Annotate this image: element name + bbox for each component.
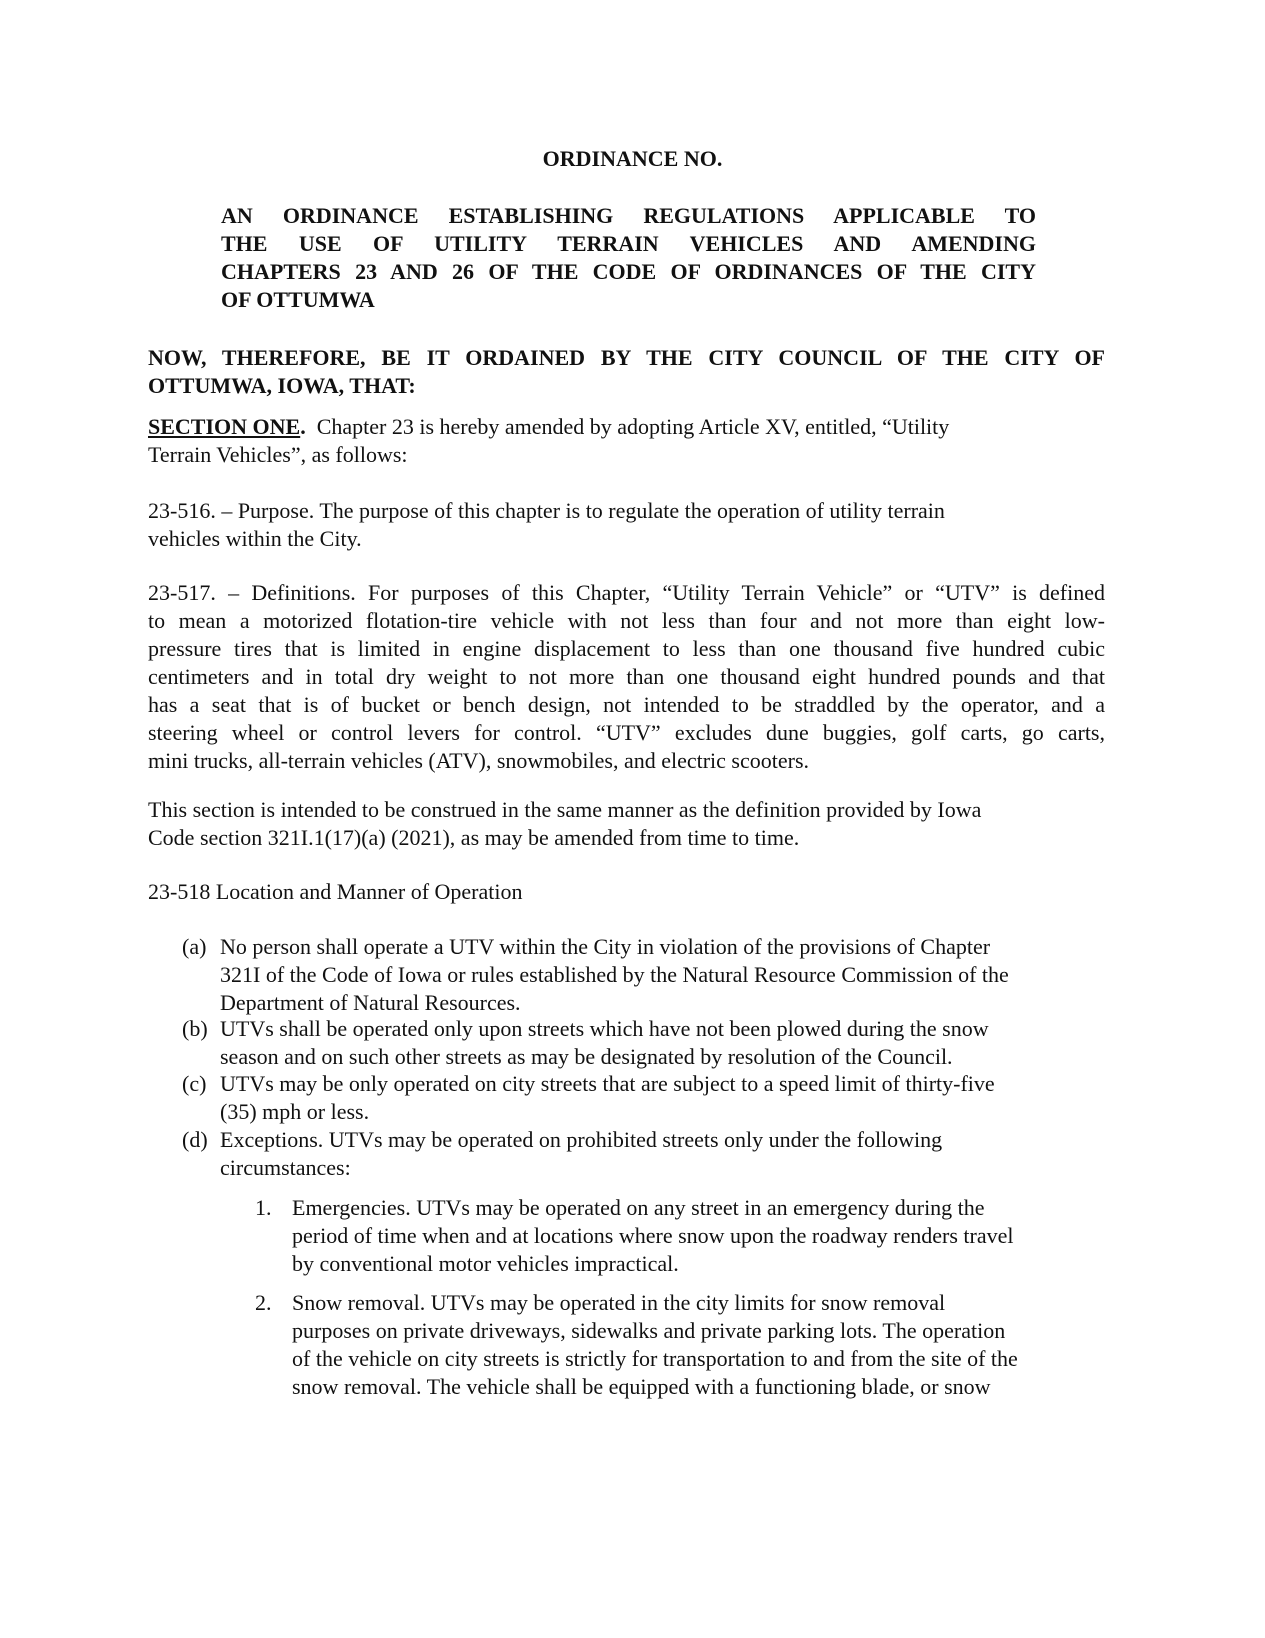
subtitle-line: CHAPTERS 23 AND 26 OF THE CODE OF ORDINANCES OF THE CITY xyxy=(221,259,1036,284)
definitions-line: centimeters and in total dry weight to not more than one thousand eight hundred pounds and that xyxy=(148,664,1105,689)
definitions-paragraph xyxy=(148,579,1105,775)
ordinance-title: ORDINANCE NO. xyxy=(542,146,723,171)
construed-paragraph xyxy=(148,796,1105,852)
definitions-line: pressure tires that is limited in engine displacement to less than one thousand five hundred cubic xyxy=(148,636,1105,661)
construed-line: This section is intended to be construed in the same manner as the definition provided by Iowa xyxy=(148,797,982,822)
enacting-line: OTTUMWA, IOWA, THAT: xyxy=(148,373,416,398)
definitions-line: steering wheel or control levers for control. “UTV” excludes dune buggies, golf carts, go carts, xyxy=(148,720,1105,745)
ordinance-subtitle xyxy=(221,202,1036,314)
list-marker: (a) xyxy=(182,934,207,959)
definitions-line: has a seat that is of bucket or bench design, not intended to be straddled by the operator, and a xyxy=(148,692,1105,717)
enacting-line: NOW, THEREFORE, BE IT ORDAINED BY THE CITY COUNCIL OF THE CITY OF xyxy=(148,345,1105,370)
document-page: ORDINANCE NO. AN ORDINANCE ESTABLISHING REGULATIONS APPLICABLE TO THE USE OF UTILITY TERRAIN VEHICLES AND AMENDING CHAPTERS 23 AND 26 OF THE CODE OF ORDINANCES OF THE CITY OF OTTUMWA NOW, THEREFORE, BE IT ORDAINED BY THE CITY COUNCIL OF THE CITY OF OTTUMWA, IOWA, THAT: SECTION ONE. Chapter 23 is hereby amended by adopting Article XV, entitled, “Utility Terrain Vehicles”, as follows: 23-516. – Purpose. The purpose of this chapter is to regulate the operation of utility terrain vehicles within the City. 23-517. – Definitions. For purposes of this Chapter, “Utility Terrain Vehicle” or “UTV” is defined to mean a motorized flotation-tire vehicle with not less than four and not more than eight low- pressure tires that is limited in engine displacement to less than one thousand five hundred cubic centimeters and in total dry weight to not more than one thousand eight hundred pounds and that has a seat that is of bucket or bench design, not intended to be straddled by the operator, and a steering wheel or control levers for control. “UTV” excludes dune buggies, golf carts, go carts, mini trucks, all-terrain vehicles (ATV), snowmobiles, and electric scooters. This section is intended to be construed in the same manner as the definition provided by Iowa Code section 321I.1(17)(a) (2021), as may be amended from time to time. 23-518 Location and Manner of Operation (a) No person shall operate a UTV within the City in violation of the provisions of Chapter 321I of the Code of Iowa or rules established by the Natural Resource Commission of the Department of Natural Resources. (b) UTVs shall be operated only upon streets which have not been plowed during the snow season and on such other streets as may be designated by resolution of the Council. (c) UTVs may be only operated on city streets that are subject to a speed limit of thirty-five (35) mph or less. (d) Exceptions. UTVs may be operated on prohibited streets only under the following circumstances: 1. Emergencies. UTVs may be operated on any street in an emergency during the period of time when and at locations where snow upon the roadway renders travel by conventional motor vehicles impractical. 2. Snow removal. UTVs may be operated in the city limits for snow removal purposes on private driveways, sidewalks and private parking lots. The operation of the vehicle on city streets is strictly for transportation to and from the site of the snow removal. The vehicle shall be equipped with a functioning blade, or snow xyxy=(0,0,1265,1638)
list-marker: (c) xyxy=(182,1071,207,1096)
definitions-line: mini trucks, all-terrain vehicles (ATV), snowmobiles, and electric scooters. xyxy=(148,748,810,773)
sublist-marker: 1. xyxy=(255,1195,272,1220)
section-one-period: . xyxy=(300,414,306,439)
location-heading: 23-518 Location and Manner of Operation xyxy=(148,879,523,904)
purpose-line: vehicles within the City. xyxy=(148,526,362,551)
section-one-line: Terrain Vehicles”, as follows: xyxy=(148,442,408,467)
section-one-label: SECTION ONE xyxy=(148,414,301,439)
subtitle-line: OF OTTUMWA xyxy=(221,287,375,312)
enacting-clause xyxy=(148,344,1105,400)
list-marker: (d) xyxy=(182,1127,208,1152)
list-marker: (b) xyxy=(182,1016,208,1041)
sublist-marker: 2. xyxy=(255,1290,272,1315)
construed-line: Code section 321I.1(17)(a) (2021), as may be amended from time to time. xyxy=(148,825,800,850)
section-one-text: Chapter 23 is hereby amended by adopting Article XV, entitled, “Utility xyxy=(305,414,950,439)
definitions-line: to mean a motorized flotation-tire vehicle with not less than four and not more than eight low- xyxy=(148,608,1105,633)
definitions-line: 23-517. – Definitions. For purposes of this Chapter, “Utility Terrain Vehicle” or “UTV” is defined xyxy=(148,580,1105,605)
purpose-paragraph xyxy=(148,497,1105,553)
subtitle-line: THE USE OF UTILITY TERRAIN VEHICLES AND AMENDING xyxy=(221,231,1036,256)
subtitle-line: AN ORDINANCE ESTABLISHING REGULATIONS APPLICABLE TO xyxy=(221,203,1036,228)
purpose-line: 23-516. – Purpose. The purpose of this chapter is to regulate the operation of utility terrain xyxy=(148,498,945,523)
section-one-paragraph xyxy=(148,413,1105,469)
